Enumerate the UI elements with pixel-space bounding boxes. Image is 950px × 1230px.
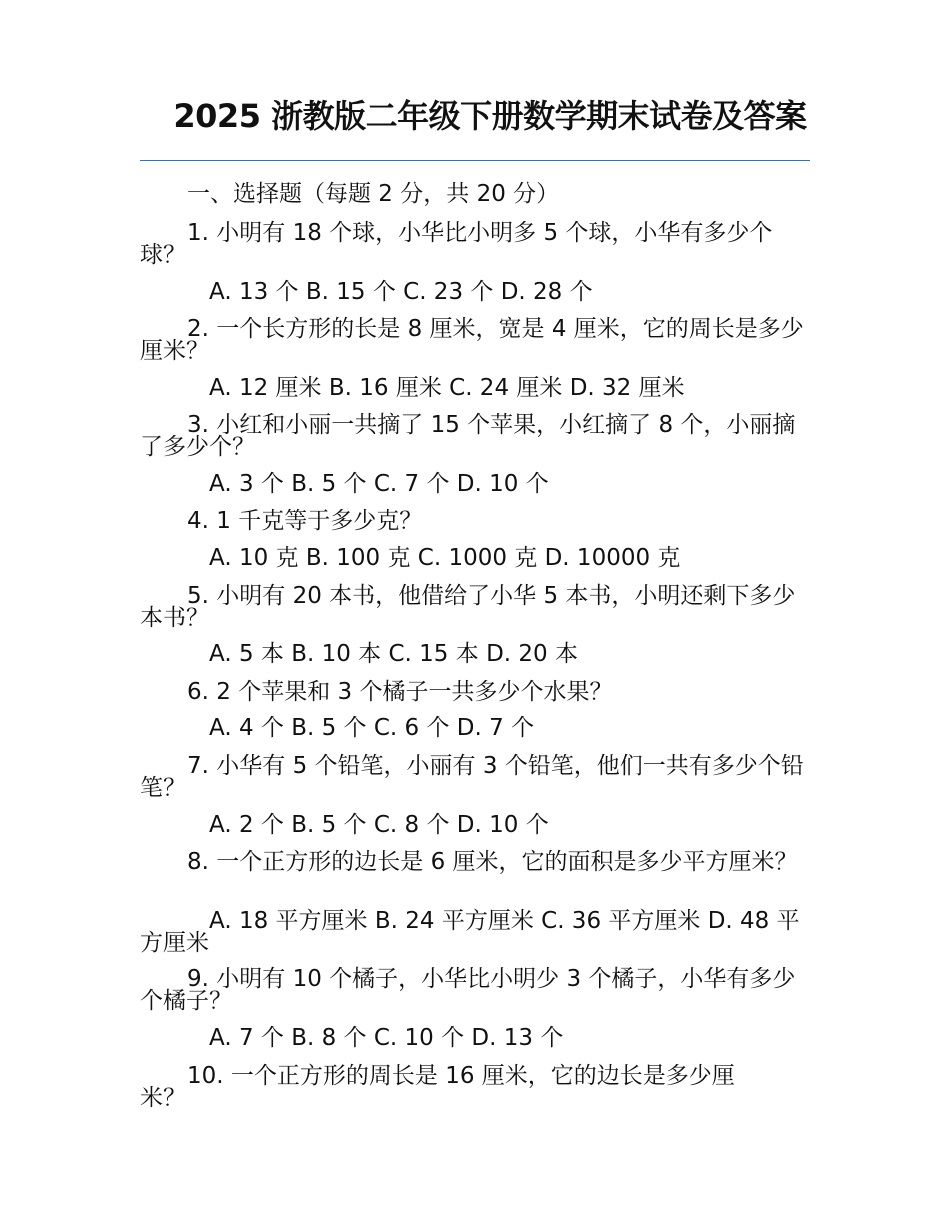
document-title: 2025 浙教版二年级下册数学期末试卷及答案 [173, 97, 807, 135]
question-5: 5. 小明有 20 本书，他借给了小华 5 本书，小明还剩下多少本书？ [140, 583, 796, 631]
question-6-options: A. 4 个 B. 5 个 C. 6 个 D. 7 个 [209, 715, 535, 741]
question-2-options: A. 12 厘米 B. 16 厘米 C. 24 厘米 D. 32 厘米 [209, 375, 685, 401]
question-6: 6. 2 个苹果和 3 个橘子一共多少个水果？ [187, 679, 613, 705]
question-2: 2. 一个长方形的长是 8 厘米，宽是 4 厘米，它的周长是多少厘米？ [140, 316, 804, 364]
question-7: 7. 小华有 5 个铅笔，小丽有 3 个铅笔，他们一共有多少个铅笔？ [140, 753, 804, 801]
title-underline [140, 160, 810, 161]
question-4-options: A. 10 克 B. 100 克 C. 1000 克 D. 10000 克 [209, 545, 681, 571]
question-3: 3. 小红和小丽一共摘了 15 个苹果，小红摘了 8 个，小丽摘了多少个？ [140, 412, 796, 460]
question-10: 10. 一个正方形的周长是 16 厘米，它的边长是多少厘米？ [140, 1063, 735, 1111]
question-3-options: A. 3 个 B. 5 个 C. 7 个 D. 10 个 [209, 471, 549, 497]
question-4: 4. 1 千克等于多少克？ [187, 508, 423, 534]
question-9: 9. 小明有 10 个橘子，小华比小明少 3 个橘子，小华有多少个橘子？ [140, 966, 796, 1014]
question-8-options: A. 18 平方厘米 B. 24 平方厘米 C. 36 平方厘米 D. 48 平方厘米 [140, 908, 800, 956]
question-7-options: A. 2 个 B. 5 个 C. 8 个 D. 10 个 [209, 812, 549, 838]
question-1: 1. 小明有 18 个球，小华比小明多 5 个球，小华有多少个球？ [140, 220, 773, 268]
question-8: 8. 一个正方形的边长是 6 厘米，它的面积是多少平方厘米？ [187, 849, 798, 875]
section-heading: 一、选择题（每题 2 分，共 20 分） [187, 181, 560, 207]
question-1-options: A. 13 个 B. 15 个 C. 23 个 D. 28 个 [209, 279, 593, 305]
question-5-options: A. 5 本 B. 10 本 C. 15 本 D. 20 本 [209, 641, 578, 667]
question-9-options: A. 7 个 B. 8 个 C. 10 个 D. 13 个 [209, 1025, 564, 1051]
